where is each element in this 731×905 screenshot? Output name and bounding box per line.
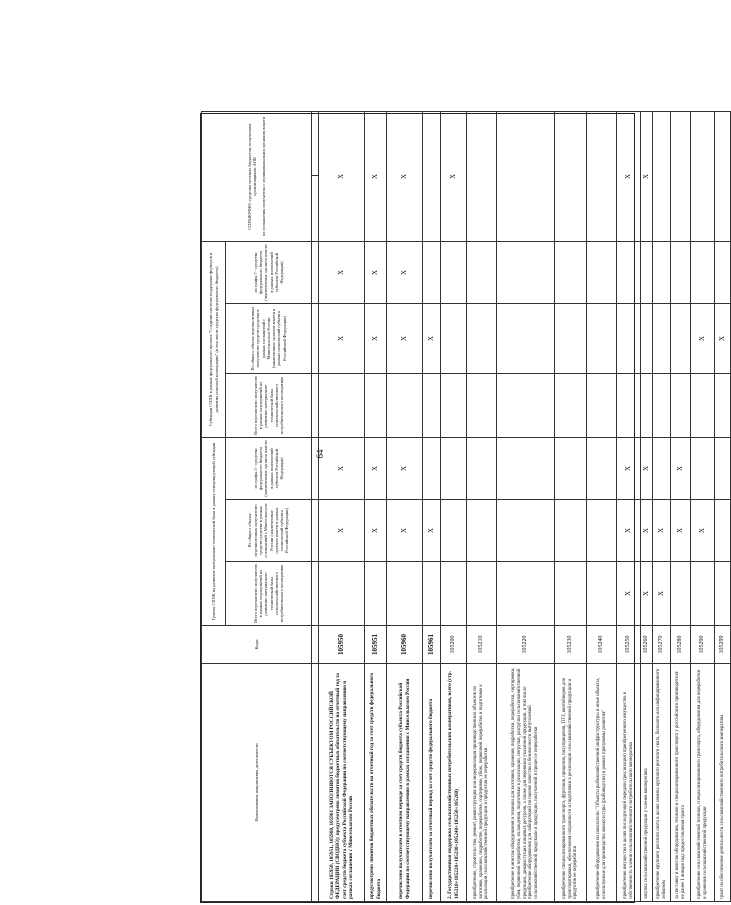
row-cell: X: [617, 562, 641, 626]
row-name: за поставку и монтаж оборудования, техники и специализированного транспорта у российского производителя не ранее 1 января года предоставления гранта: [671, 664, 691, 902]
row-cell: [715, 374, 731, 438]
table-row: [715, 111, 731, 901]
row-cell: [617, 304, 641, 374]
row-cell: [671, 111, 691, 241]
header-subs-minselhoz: Из общего объема перечисленных получателю средств средства в рамках соглашений с Минсельхозом России (заключенные органом власти в рамках полномочий субъекта Российской Федерации): [226, 304, 312, 374]
row-cell: [467, 500, 497, 562]
row-code: 105220: [497, 626, 555, 664]
row-cell: X: [365, 500, 387, 562]
row-cell: X: [691, 500, 715, 562]
row-name: приобретение сельскохозяйственной техники, специализированного транспорта, оборудования для переработки и хранения сельскохозяйственной продукции: [691, 664, 715, 902]
row-code: 105960: [387, 626, 423, 664]
row-cell: [653, 374, 671, 438]
table-row: [555, 111, 587, 901]
row-cell: [441, 562, 467, 626]
row-cell: [387, 562, 423, 626]
row-cell: X: [423, 304, 441, 374]
row-cell: [441, 438, 467, 500]
row-cell: [653, 241, 671, 303]
row-code: 105210: [467, 626, 497, 664]
row-cell: [555, 438, 587, 500]
row-cell: X: [653, 500, 671, 562]
row-cell: X: [441, 111, 467, 241]
row-cell: [653, 438, 671, 500]
row-cell: X: [671, 438, 691, 500]
row-code: 105961: [423, 626, 441, 664]
table-body: [319, 111, 731, 901]
row-cell: X: [387, 438, 423, 500]
table-row: [691, 111, 715, 901]
row-name: приобретение специализированного транспорта, фургонов, прицепов, полуприцепов, ПТЗ, контейнеров для транспортировки, обеспечения сохранности и подготовки к реализации сельскохозяйственной продукции и продуктов ее переработки: [555, 664, 587, 902]
row-cell: [617, 374, 641, 438]
row-code: 105260: [641, 626, 653, 664]
row-cell: [587, 241, 617, 303]
row-cell: [555, 111, 587, 241]
row-name: приобретение, строительство, ремонт, реконструкция или модернизация производственных объектов по заготовке, хранению, подработке, переработке, сортировке, убою, первичной переработке и подготовке к реализации сельскохозяйственной продукции и продуктов ее переработки: [467, 664, 497, 902]
row-cell: [365, 562, 387, 626]
row-name: приобретение оборудования по показателю "Объекты рыбохозяйственной инфраструктуры и иные объекты, используемые для производства аквакультуры (рыбоводства) в рамках программы развития": [587, 664, 617, 902]
row-cell: X: [319, 438, 365, 500]
table-row: [319, 111, 365, 901]
row-cell: [587, 438, 617, 500]
row-cell: [497, 374, 555, 438]
table-row: [617, 111, 641, 901]
row-cell: [441, 304, 467, 374]
header-group-subsidies: Субсидии СППК в рамках федерального проекта "Создание системы поддержки фермеров и развития сельской кооперации" (в том числе средства федерального бюджета): [202, 241, 226, 437]
table-row: [365, 111, 387, 901]
row-cell: X: [641, 562, 653, 626]
row-cell: [691, 438, 715, 500]
row-cell: X: [641, 500, 653, 562]
row-code: 105240: [587, 626, 617, 664]
row-cell: X: [319, 500, 365, 562]
row-cell: [497, 304, 555, 374]
row-cell: X: [641, 111, 653, 241]
row-cell: [587, 374, 617, 438]
row-cell: X: [319, 111, 365, 241]
row-cell: [423, 111, 441, 241]
row-cell: [497, 438, 555, 500]
row-cell: [641, 241, 653, 303]
table-row: [441, 111, 467, 901]
row-cell: [555, 500, 587, 562]
row-code: 105290: [691, 626, 715, 664]
header-group-grants: Гранты СППК на развитие материально-технической базы в рамках стимулирующей субсидии: [202, 438, 226, 626]
row-name: перечислено получателям в отчетном периоде за счет средств бюджета субъекта Российской Федерации по соответствующему направлению в рамках соглашения с Минсельхозом России: [387, 664, 423, 902]
row-cell: [691, 241, 715, 303]
row-cell: [497, 241, 555, 303]
row-cell: X: [387, 304, 423, 374]
row-name: предусмотрено лимитов бюджетных обязательств на отчетный год за счет средств федерального бюджета: [365, 664, 387, 902]
row-name: приобретение крупного рогатого скота в целях замены крупного рогатого скота, больного или инфицированного лейкозом: [653, 664, 671, 902]
row-name: грант на обеспечение деятельности сельскохозяйственного потребительского кооператива: [715, 664, 731, 902]
row-cell: X: [715, 304, 731, 374]
header-reference-sub: из соглашения получателя с муниципальными органами власти: [261, 117, 267, 236]
row-cell: [617, 241, 641, 303]
row-name: закупка сельскохозяйственной продукции у членов кооператива: [641, 664, 653, 902]
header-code: Коды: [202, 626, 312, 664]
report-form: [200, 113, 727, 903]
row-cell: [715, 562, 731, 626]
row-cell: [441, 374, 467, 438]
row-cell: [715, 241, 731, 303]
row-cell: X: [365, 304, 387, 374]
row-code: 105200: [441, 626, 467, 664]
row-cell: [423, 438, 441, 500]
row-cell: [467, 438, 497, 500]
header-grants-total: Всего перечислено получателю в рамках мероприятий по развитию материально-технической базы сельскохозяйственного потребительского кооператива: [226, 562, 312, 626]
row-cell: [467, 374, 497, 438]
row-cell: [555, 241, 587, 303]
row-cell: [653, 304, 671, 374]
row-cell: X: [423, 500, 441, 562]
header-reference-title: СПРАВОЧНО: средства местных бюджетов, полученные организациями АПК: [246, 123, 257, 230]
table-row: [653, 111, 671, 901]
row-cell: X: [387, 500, 423, 562]
table-row: [423, 111, 441, 901]
row-cell: [423, 241, 441, 303]
row-cell: X: [617, 438, 641, 500]
row-cell: [641, 304, 653, 374]
row-cell: [691, 111, 715, 241]
row-cell: [671, 241, 691, 303]
table-row: [641, 111, 653, 901]
row-cell: [497, 111, 555, 241]
row-cell: [441, 241, 467, 303]
row-cell: [423, 562, 441, 626]
row-code: 105951: [365, 626, 387, 664]
row-name: перечислено получателям за отчетный период за счет средств федерального бюджета: [423, 664, 441, 902]
table-row: [387, 111, 423, 901]
header-grants-fed: из графы 3 - средства федерального бюджета (заключенные органом власти в рамках полномочий субъекта Российской Федерации): [226, 438, 312, 500]
row-cell: [497, 562, 555, 626]
row-cell: X: [387, 111, 423, 241]
row-cell: [691, 562, 715, 626]
row-cell: [715, 111, 731, 241]
row-cell: [467, 304, 497, 374]
report-table: [201, 111, 731, 902]
row-cell: [467, 111, 497, 241]
row-cell: X: [617, 500, 641, 562]
row-cell: X: [365, 111, 387, 241]
row-cell: [653, 111, 671, 241]
row-code: 105250: [617, 626, 641, 664]
row-cell: X: [617, 111, 641, 241]
row-code: 105280: [671, 626, 691, 664]
row-cell: [587, 500, 617, 562]
table-row: [467, 111, 497, 901]
row-cell: [365, 374, 387, 438]
row-cell: [319, 374, 365, 438]
row-code: 105299: [715, 626, 731, 664]
row-cell: [671, 562, 691, 626]
row-cell: [715, 438, 731, 500]
row-cell: X: [319, 241, 365, 303]
row-cell: X: [691, 304, 715, 374]
row-cell: X: [653, 562, 671, 626]
row-cell: X: [365, 438, 387, 500]
row-cell: [671, 374, 691, 438]
row-cell: X: [671, 500, 691, 562]
row-name: приобретение имущества в целях последующей передачи (реализации) приобретенного имущества в собственность членов сельскохозяйственного потребительского кооператива: [617, 664, 641, 902]
row-cell: [587, 111, 617, 241]
row-name: Строки 105950, 105951, 105960, 105961 ЗАПОЛНЯЮТСЯ СУБЪЕКТОМ РОССИЙСКОЙ ФЕДЕРАЦИИ (СВОДНО): предусмотрено лимитов бюджетных обязательств на отчетный год за счет средств бюджета субъекта Российской Федерации по соответствующему направлению в рамках соглашения с Минсельхозом России: [319, 664, 365, 902]
row-name: 2. Государственная поддержка сельскохозяйственных потребительских кооперативов, всего (стр. 105210+105220+105230+105240+105250+105260): [441, 664, 467, 902]
row-cell: [555, 562, 587, 626]
rotated-table-container: [200, 113, 727, 903]
row-cell: [671, 304, 691, 374]
header-group-reference: [202, 111, 312, 241]
row-cell: [387, 374, 423, 438]
header-name: Наименование направления деятельности: [202, 664, 312, 902]
table-row: [671, 111, 691, 901]
row-name: приобретение и монтаж оборудования и техники для заготовки, хранения, подработки, переработки, сортировки, убоя, первичной переработки, охлаждения, подготовки к реализации, погрузки, разгрузки сельскохозяйственной продукции, дикорастущих пищевых ресурсов, а также для перевозки указанной продукции, в том числе приобретение оборудования для лабораторий по оценке качества и безопасности выпускаемой сельскохозяйственной продукции и продукции, получаемой в процессе переработки: [497, 664, 555, 902]
row-cell: X: [365, 241, 387, 303]
header-subs-fed: из графы 7 - средства федерального бюджета (заключенные органом власти в рамках полномочий субъекта Российской Федерации): [226, 241, 312, 303]
row-cell: X: [387, 241, 423, 303]
row-cell: [715, 500, 731, 562]
row-cell: [467, 241, 497, 303]
row-cell: [423, 374, 441, 438]
row-cell: [319, 562, 365, 626]
row-cell: [691, 374, 715, 438]
header-grants-minselhoz: Из общего объема перечисленных получателю средств средства в рамках соглашений с Минсельхозом России (заключенные органом власти в рамках полномочий субъекта Российской Федерации): [226, 500, 312, 562]
page-number: 64: [315, 449, 325, 459]
row-cell: X: [319, 304, 365, 374]
row-cell: [467, 562, 497, 626]
row-cell: [555, 304, 587, 374]
row-code: 105270: [653, 626, 671, 664]
row-code: 105950: [319, 626, 365, 664]
row-cell: [441, 500, 467, 562]
table-row: [587, 111, 617, 901]
row-cell: [587, 562, 617, 626]
row-cell: X: [641, 438, 653, 500]
row-code: 105230: [555, 626, 587, 664]
row-cell: [555, 374, 587, 438]
row-cell: [497, 500, 555, 562]
row-cell: [641, 374, 653, 438]
table-row: [497, 111, 555, 901]
header-subs-total: Всего перечислено получателю в рамках мероприятий по развитию материально-технической базы сельскохозяйственного потребительского кооператива: [226, 374, 312, 438]
row-cell: [587, 304, 617, 374]
